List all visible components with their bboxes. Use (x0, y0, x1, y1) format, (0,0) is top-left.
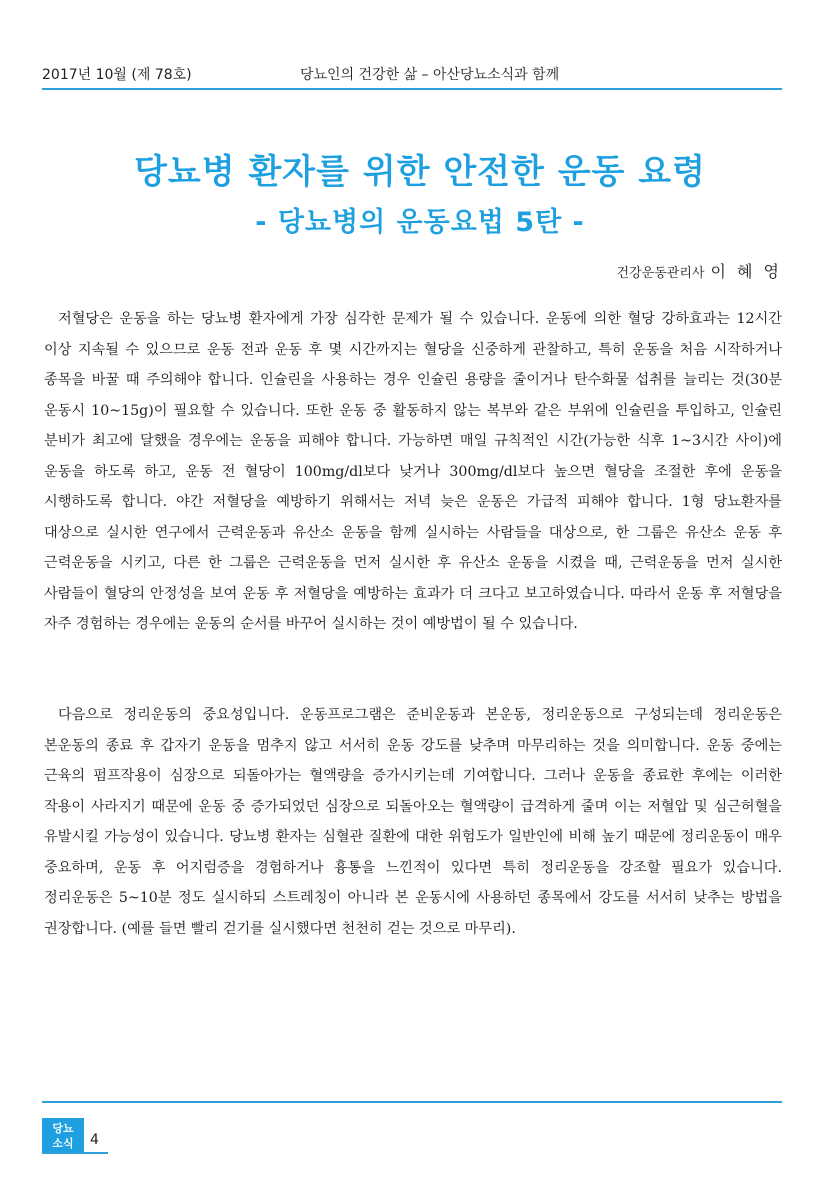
body-paragraph-1: 저혈당은 운동을 하는 당뇨병 환자에게 가장 심각한 문제가 될 수 있습니다. 운동에 의한 혈당 강하효과는 12시간 이상 지속될 수 있으므로 운동 전과 운동 후 몇 시간까지는 혈당을 신중하게 관찰하고, 특히 운동을 처음 시작하거나 종목을 바꿀 때 주의해야 합니다. 인슐린을 사용하는 경우 인슐린 용량을 줄이거나 탄수화물 섭취를 늘리는 것(30분 운동시 10~15g)이 필요할 수 있습니다. 또한 운동 중 활동하지 않는 복부와 같은 부위에 인슐린을 투입하고, 인슐린 분비가 최고에 달했을 경우에는 운동을 피해야 합니다. 가능하면 매일 규칙적인 시간(가능한 식후 1~3시간 사이)에 운동을 하도록 하고, 운동 전 혈당이 100mg/dl보다 낮거나 300mg/dl보다 높으면 혈당을 조절한 후에 운동을 시행하도록 합니다. 야간 저혈당을 예방하기 위해서는 저녁 늦은 운동은 가급적 피해야 합니다. 1형 당뇨환자를 대상으로 실시한 연구에서 근력운동과 유산소 운동을 함께 실시하는 사람들을 대상으로, 한 그룹은 유산소 운동 후 근력운동을 시키고, 다른 한 그룹은 근력운동을 먼저 실시한 후 유산소 운동을 시켰을 때, 근력운동을 먼저 실시한 사람들이 혈당의 안정성을 보여 운동 후 저혈당을 예방하는 효과가 더 크다고 보고하였습니다. 따라서 운동 후 저혈당을 자주 경험하는 경우에는 운동의 순서를 바꾸어 실시하는 것이 예방법이 될 수 있습니다. (44, 311, 782, 632)
footer-divider (42, 1101, 782, 1103)
author-role: 건강운동관리사 (616, 266, 705, 281)
author-credit (617, 259, 782, 282)
author-name: 이 혜 영 (710, 262, 782, 281)
article-subtitle: - 당뇨병의 운동요법 5탄 - (255, 207, 585, 238)
newsletter-badge (42, 1118, 84, 1152)
page-header (42, 62, 782, 88)
page-number-underline (42, 1152, 108, 1154)
issue-label: 2017년 10월 (제 78호) (42, 67, 192, 83)
page-number: 4 (90, 1132, 99, 1148)
badge-line-1: 당뇨 (52, 1122, 74, 1135)
newsletter-tagline: 당뇨인의 건강한 삶 – 아산당뇨소식과 함께 (300, 67, 560, 83)
badge-line-2: 소식 (52, 1137, 74, 1150)
body-paragraph-2: 다음으로 정리운동의 중요성입니다. 운동프로그램은 준비운동과 본운동, 정리운동으로 구성되는데 정리운동은 본운동의 종료 후 갑자기 운동을 멈추지 않고 서서히 운동 강도를 낮추며 마무리하는 것을 의미합니다. 운동 중에는 근육의 펌프작용이 심장으로 되돌아가는 혈액량을 증가시키는데 기여합니다. 그러나 운동을 종료한 후에는 이러한 작용이 사라지기 때문에 운동 중 증가되었던 심장으로 되돌아오는 혈액량이 급격하게 줄며 이는 저혈압 및 심근허혈을 유발시킬 가능성이 있습니다. 당뇨병 환자는 심혈관 질환에 대한 위험도가 일반인에 비해 높기 때문에 정리운동이 매우 중요하며, 운동 후 어지럼증을 경험하거나 흉통을 느낀적이 있다면 특히 정리운동을 강조할 필요가 있습니다. 정리운동은 5~10분 정도 실시하되 스트레칭이 아니라 본 운동시에 사용하던 종목에서 강도를 서서히 낮추는 방법을 권장합니다. (예를 들면 빨리 걷기를 실시했다면 천천히 걷는 것으로 마무리). (44, 707, 782, 937)
header-divider (42, 88, 782, 90)
article-title: 당뇨병 환자를 위한 안전한 운동 요령 (134, 152, 706, 192)
